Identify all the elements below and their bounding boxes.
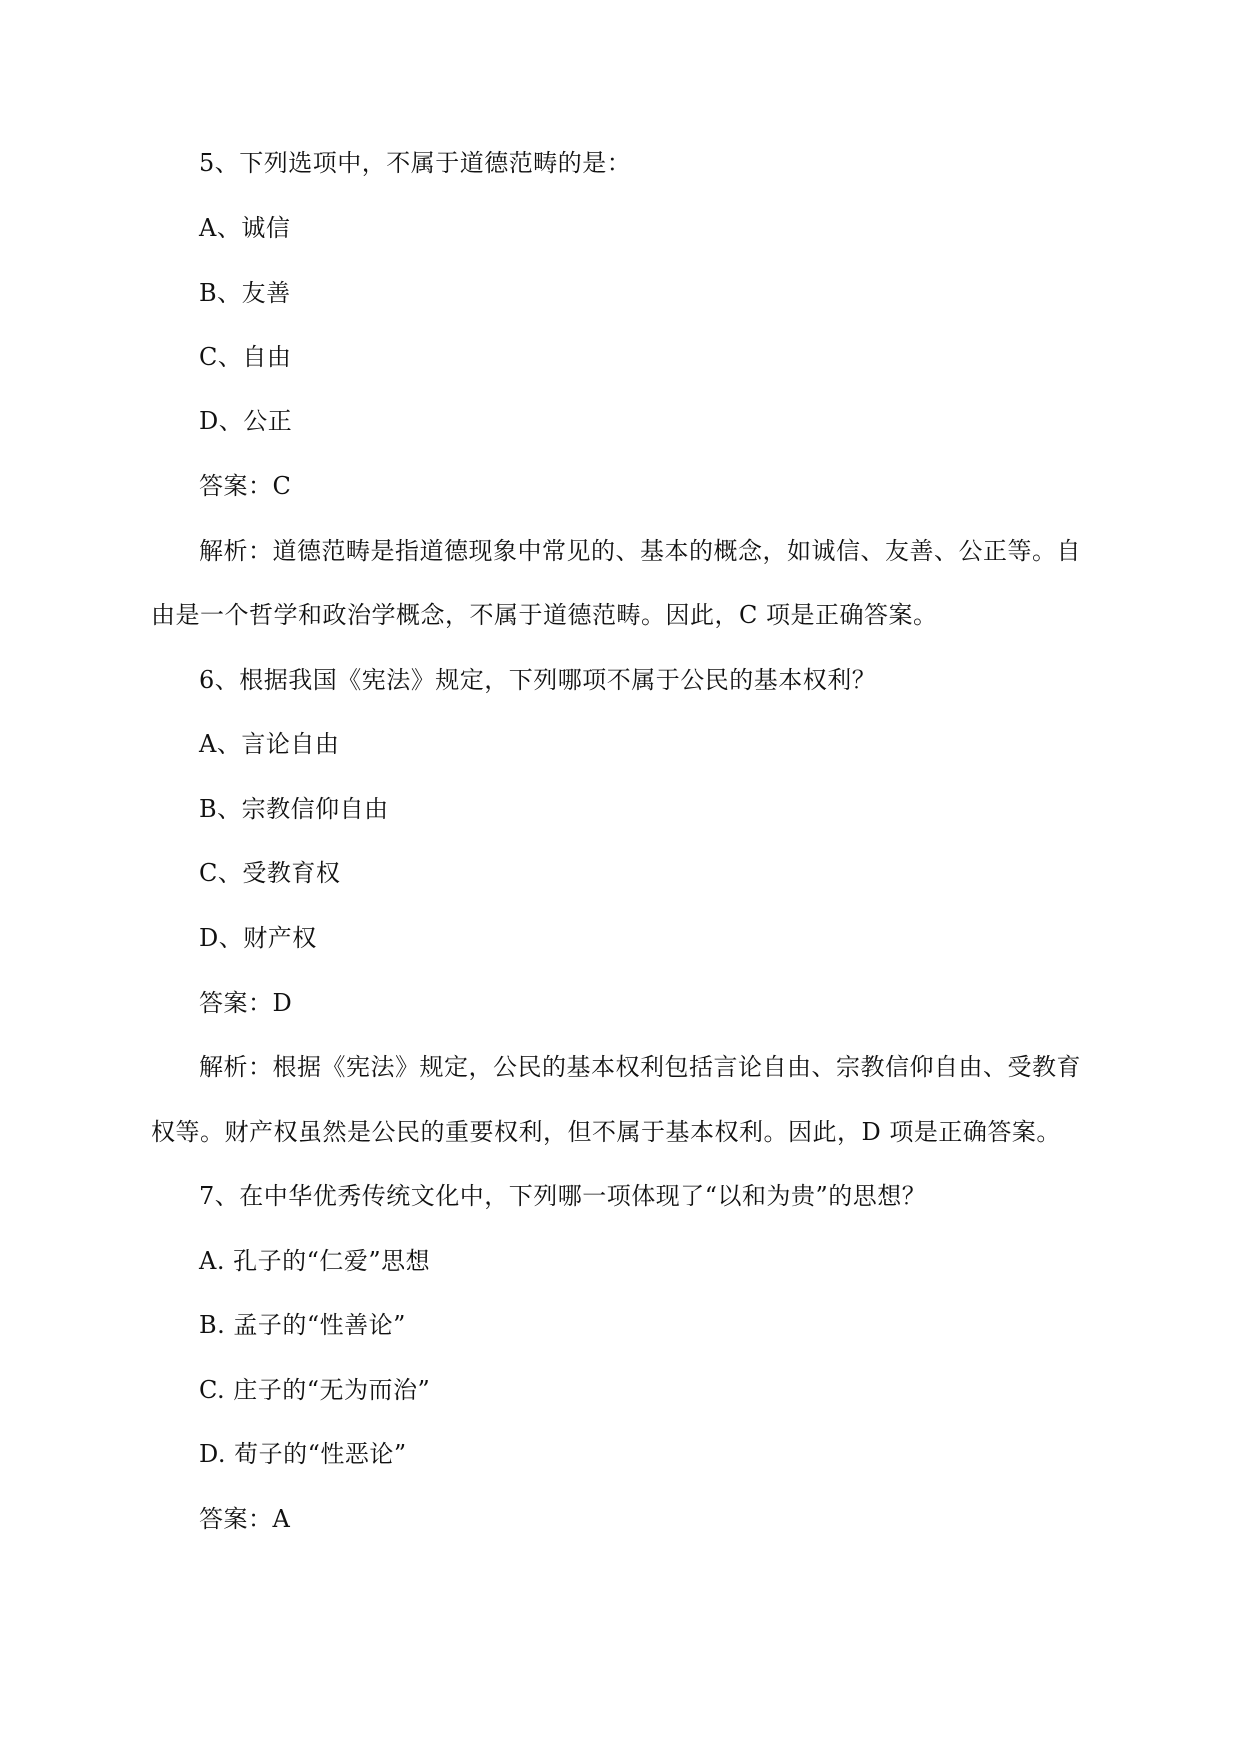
question-5-option-b: B、友善 [199, 279, 291, 307]
question-6-option-d: D、财产权 [199, 924, 317, 952]
question-5-analysis-line-1: 解析：道德范畴是指道德现象中常见的、基本的概念，如诚信、友善、公正等。自 [199, 537, 1081, 565]
question-6-answer: 答案：D [199, 989, 293, 1017]
question-6-analysis-line-2: 权等。财产权虽然是公民的重要权利，但不属于基本权利。因此，D 项是正确答案。 [151, 1118, 1061, 1146]
question-6-option-c: C、受教育权 [199, 859, 341, 887]
question-5-option-d: D、公正 [199, 407, 293, 435]
question-7-text: 7、在中华优秀传统文化中，下列哪一项体现了“以和为贵”的思想？ [199, 1182, 927, 1210]
question-7-option-a: A. 孔子的“仁爱”思想 [199, 1247, 431, 1275]
question-6-text: 6、根据我国《宪法》规定，下列哪项不属于公民的基本权利？ [199, 666, 877, 694]
question-5-option-c: C、自由 [199, 343, 292, 371]
question-7-option-d: D. 荀子的“性恶论” [199, 1440, 407, 1468]
question-5-option-a: A、诚信 [199, 214, 291, 242]
question-5-analysis-line-2: 由是一个哲学和政治学概念，不属于道德范畴。因此，C 项是正确答案。 [151, 601, 938, 629]
question-7-option-c: C. 庄子的“无为而治” [199, 1376, 431, 1404]
question-7-option-b: B. 孟子的“性善论” [199, 1311, 406, 1339]
question-5-text: 5、下列选项中，不属于道德范畴的是： [199, 149, 632, 177]
question-6-analysis-line-1: 解析：根据《宪法》规定，公民的基本权利包括言论自由、宗教信仰自由、受教育 [199, 1053, 1081, 1081]
question-7-answer: 答案：A [199, 1505, 291, 1533]
question-5-answer: 答案：C [199, 472, 292, 500]
question-6-option-a: A、言论自由 [199, 730, 340, 758]
question-6-option-b: B、宗教信仰自由 [199, 795, 389, 823]
